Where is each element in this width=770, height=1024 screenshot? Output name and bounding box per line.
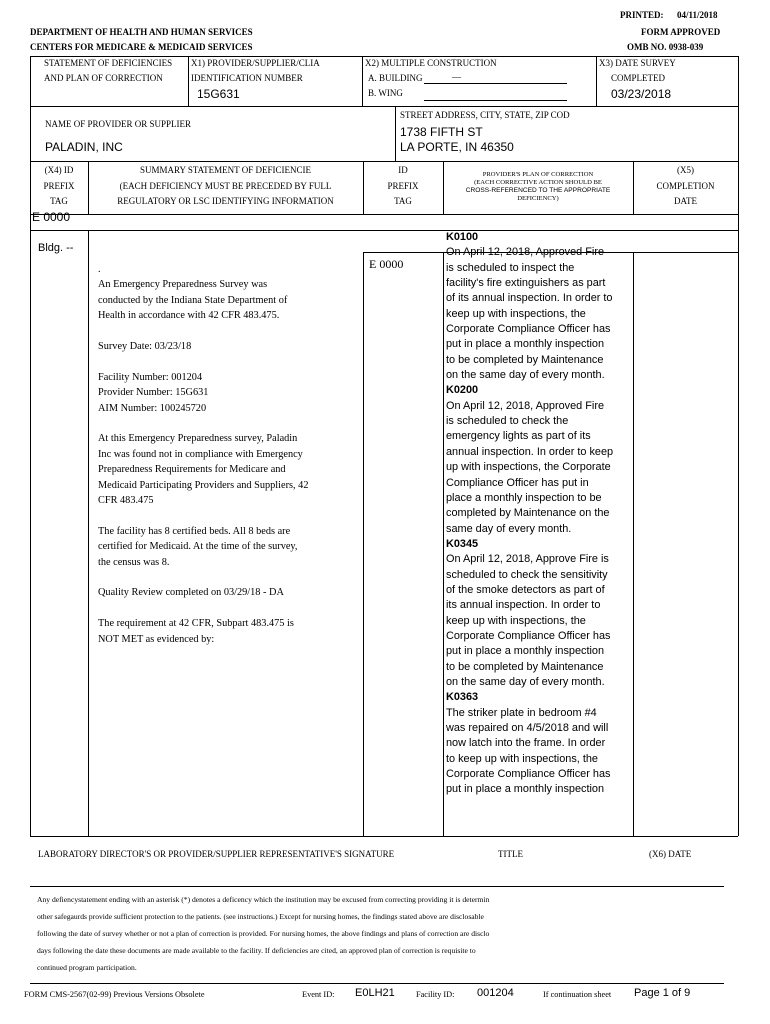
plan-line: The striker plate in bedroom #4 — [446, 706, 597, 719]
id-label-3: TAG — [394, 196, 412, 206]
event-id-label: Event ID: — [302, 990, 335, 999]
x1-label-1: X1) PROVIDER/SUPPLIER/CLIA — [191, 58, 320, 68]
plan-line: of the smoke detectors as part of — [446, 583, 605, 596]
plan-line: is scheduled to check the — [446, 415, 569, 428]
summary-blank-line — [98, 601, 358, 616]
form-approved: FORM APPROVED — [641, 27, 721, 37]
summary-line: Quality Review completed on 03/29/18 - DA — [98, 587, 284, 599]
plan-line: up with inspections, the Corporate — [446, 461, 611, 474]
wing-label: B. WING — [368, 88, 403, 98]
building-note: Bldg. -- — [38, 242, 74, 254]
plan-tag-heading: K0363 — [446, 691, 479, 704]
plan-line: on the same day of every month. — [446, 369, 605, 382]
footnote-line: Any defiencystatement ending with an asterisk (*) denotes a deficency which the institution may be excused from correcting providing it is determin — [37, 895, 490, 904]
left-prefix-tag: E 0000 — [32, 210, 71, 224]
plan-line: put in place a monthly inspection — [446, 645, 605, 658]
summary-statement — [98, 262, 358, 647]
plan-line: on the same day of every month. — [446, 675, 605, 688]
summary-blank-line — [98, 324, 358, 339]
x1-label-2: IDENTIFICATION NUMBER — [191, 73, 303, 83]
summary-label-3: REGULATORY OR LSC IDENTIFYING INFORMATION — [117, 196, 334, 206]
summary-label-1: SUMMARY STATEMENT OF DEFICIENCIE — [139, 165, 312, 175]
city-value: LA PORTE, IN 46350 — [400, 140, 514, 154]
plan-line: completed by Maintenance on the — [446, 507, 610, 520]
summary-line: Preparedness Requirements for Medicare and — [98, 464, 286, 476]
plan-line: put in place a monthly inspection — [446, 783, 605, 796]
department-title: DEPARTMENT OF HEALTH AND HUMAN SERVICES — [30, 27, 253, 37]
provider-id-value: 15G631 — [197, 87, 240, 101]
summary-line: conducted by the Indiana State Department of — [98, 294, 288, 306]
title-label: TITLE — [498, 849, 523, 859]
plan-label-4: DEFICIENCY) — [517, 195, 559, 202]
summary-line: Medicaid Participating Providers and Suppliers, 42 — [98, 479, 309, 491]
x5-label-1: (X5) — [677, 165, 694, 175]
x4-label-1: (X4) ID — [44, 165, 74, 175]
summary-line: NOT MET as evidenced by: — [98, 633, 215, 645]
page-number: Page 1 of 9 — [634, 987, 691, 999]
summary-line: An Emergency Preparedness Survey was — [98, 279, 268, 291]
footnote-line: days following the date these documents are made available to the facility. If deficiencies are cited, an approved plan of correction is requisite to — [37, 946, 476, 955]
statement-label-1: STATEMENT OF DEFICIENCIES — [44, 58, 173, 68]
plan-line: Compliance Officer has put in — [446, 476, 589, 489]
plan-line: emergency lights as part of its — [446, 430, 591, 443]
plan-line: put in place a monthly inspection — [446, 338, 605, 351]
id-label-1: ID — [398, 165, 408, 175]
plan-line: to keep up with inspections, the — [446, 752, 598, 765]
plan-label-2: (EACH CORRECTIVE ACTION SHOULD BE — [474, 179, 602, 186]
form-number: FORM CMS-2567(02-99) Previous Versions Obsolete — [24, 990, 205, 999]
x5-label-3: DATE — [674, 196, 697, 206]
building-value: __ — [452, 69, 461, 79]
summary-line: AIM Number: 100245720 — [98, 402, 207, 414]
signature-label: LABORATORY DIRECTOR'S OR PROVIDER/SUPPLIER REPRESENTATIVE'S SIGNATURE — [38, 849, 395, 859]
summary-blank-line — [98, 508, 358, 523]
plan-line: to be completed by Maintenance — [446, 353, 604, 366]
footnote-line: following the date of survey whether or not a plan of correction is provided. For nursing homes, the above findings and plans of correction are disclo — [37, 929, 490, 938]
event-id-value: E0LH21 — [355, 987, 395, 999]
plan-line: place a monthly inspection to be — [446, 491, 602, 504]
summary-line: CFR 483.475 — [98, 495, 154, 507]
plan-line: facility's fire extinguishers as part — [446, 277, 606, 290]
printed-label: PRINTED: — [620, 10, 664, 20]
summary-blank-line — [98, 570, 358, 585]
plan-line: On April 12, 2018, Approve Fire is — [446, 553, 609, 566]
continuation-label: If continuation sheet — [543, 990, 612, 999]
summary-line: At this Emergency Preparedness survey, Paladin — [98, 433, 298, 445]
id-label-2: PREFIX — [387, 181, 419, 191]
summary-line: certified for Medicaid. At the time of the survey, — [98, 541, 298, 553]
street-value: 1738 FIFTH ST — [400, 125, 483, 139]
plan-line: is scheduled to inspect the — [446, 261, 575, 274]
facility-id-label: Facility ID: — [416, 990, 455, 999]
summary-line: Provider Number: 15G631 — [98, 387, 209, 399]
summary-line: . — [98, 264, 101, 275]
plan-line: to be completed by Maintenance — [446, 660, 604, 673]
footnote-line: other safegaurds provide sufficient protection to the patients. (see instructions.) Except for nursing homes, the findings stated above are disclosable — [37, 912, 484, 921]
survey-date-value: 03/23/2018 — [611, 87, 672, 101]
centers-title: CENTERS FOR MEDICARE & MEDICAID SERVICES — [30, 42, 253, 52]
plan-line: same day of every month. — [446, 522, 572, 535]
plan-line: Corporate Compliance Officer has — [446, 768, 611, 781]
address-label: STREET ADDRESS, CITY, STATE, ZIP COD — [400, 110, 570, 120]
plan-label-3: CROSS-REFERENCED TO THE APPROPRIATE — [465, 187, 611, 194]
summary-line: Inc was found not in compliance with Emergency — [98, 448, 303, 460]
omb-number: OMB NO. 0938-039 — [627, 42, 704, 52]
plan-line: of its annual inspection. In order to — [446, 292, 613, 305]
summary-line: The requirement at 42 CFR, Subpart 483.475 is — [98, 618, 294, 630]
plan-line: On April 12, 2018, Approved Fire — [446, 246, 605, 259]
provider-name-label: NAME OF PROVIDER OR SUPPLIER — [45, 119, 192, 129]
right-prefix-tag: E 0000 — [369, 257, 404, 271]
plan-line: was repaired on 4/5/2018 and will — [446, 722, 609, 734]
summary-line: The facility has 8 certified beds. All 8 beds are — [98, 525, 291, 537]
x2-label: X2) MULTIPLE CONSTRUCTION — [365, 58, 497, 68]
plan-line: keep up with inspections, the — [446, 614, 586, 627]
summary-label-2: (EACH DEFICIENCY MUST BE PRECEDED BY FULL — [119, 181, 332, 191]
x4-label-2: PREFIX — [43, 181, 75, 191]
plan-line: its annual inspection. In order to — [446, 599, 601, 612]
plan-line: keep up with inspections, the — [446, 307, 586, 320]
printed-date: 04/11/2018 — [677, 10, 718, 20]
summary-blank-line — [98, 354, 358, 369]
plan-line: now latch into the frame. In order — [446, 737, 606, 750]
plan-line: scheduled to check the sensitivity — [446, 568, 608, 581]
provider-name-value: PALADIN, INC — [45, 140, 123, 154]
x3-label-1: X3) DATE SURVEY — [599, 58, 676, 68]
plan-tag-heading: K0200 — [446, 384, 479, 397]
building-label: A. BUILDING — [368, 73, 423, 83]
x3-label-2: COMPLETED — [611, 73, 665, 83]
summary-line: Health in accordance with 42 CFR 483.475. — [98, 310, 280, 322]
facility-id-value: 001204 — [477, 987, 514, 999]
summary-line: the census was 8. — [98, 556, 170, 568]
footnote-line: continued program participation. — [37, 963, 137, 972]
plan-tag-heading: K0100 — [446, 231, 479, 243]
plan-tag-heading: K0345 — [446, 537, 479, 550]
summary-line: Survey Date: 03/23/18 — [98, 341, 192, 353]
plan-line: On April 12, 2018, Approved Fire — [446, 399, 605, 412]
plan-line: Corporate Compliance Officer has — [446, 323, 611, 336]
date-label: (X6) DATE — [649, 849, 692, 859]
summary-blank-line — [98, 416, 358, 431]
x5-label-2: COMPLETION — [656, 181, 715, 191]
x4-label-3: TAG — [50, 196, 68, 206]
plan-label-1: PROVIDER'S PLAN OF CORRECTION — [482, 171, 594, 178]
summary-line: Facility Number: 001204 — [98, 371, 203, 383]
plan-line: annual inspection. In order to keep — [446, 445, 614, 458]
plan-line: Corporate Compliance Officer has — [446, 629, 611, 642]
statement-label-2: AND PLAN OF CORRECTION — [44, 73, 163, 83]
plan-of-correction — [446, 230, 626, 798]
